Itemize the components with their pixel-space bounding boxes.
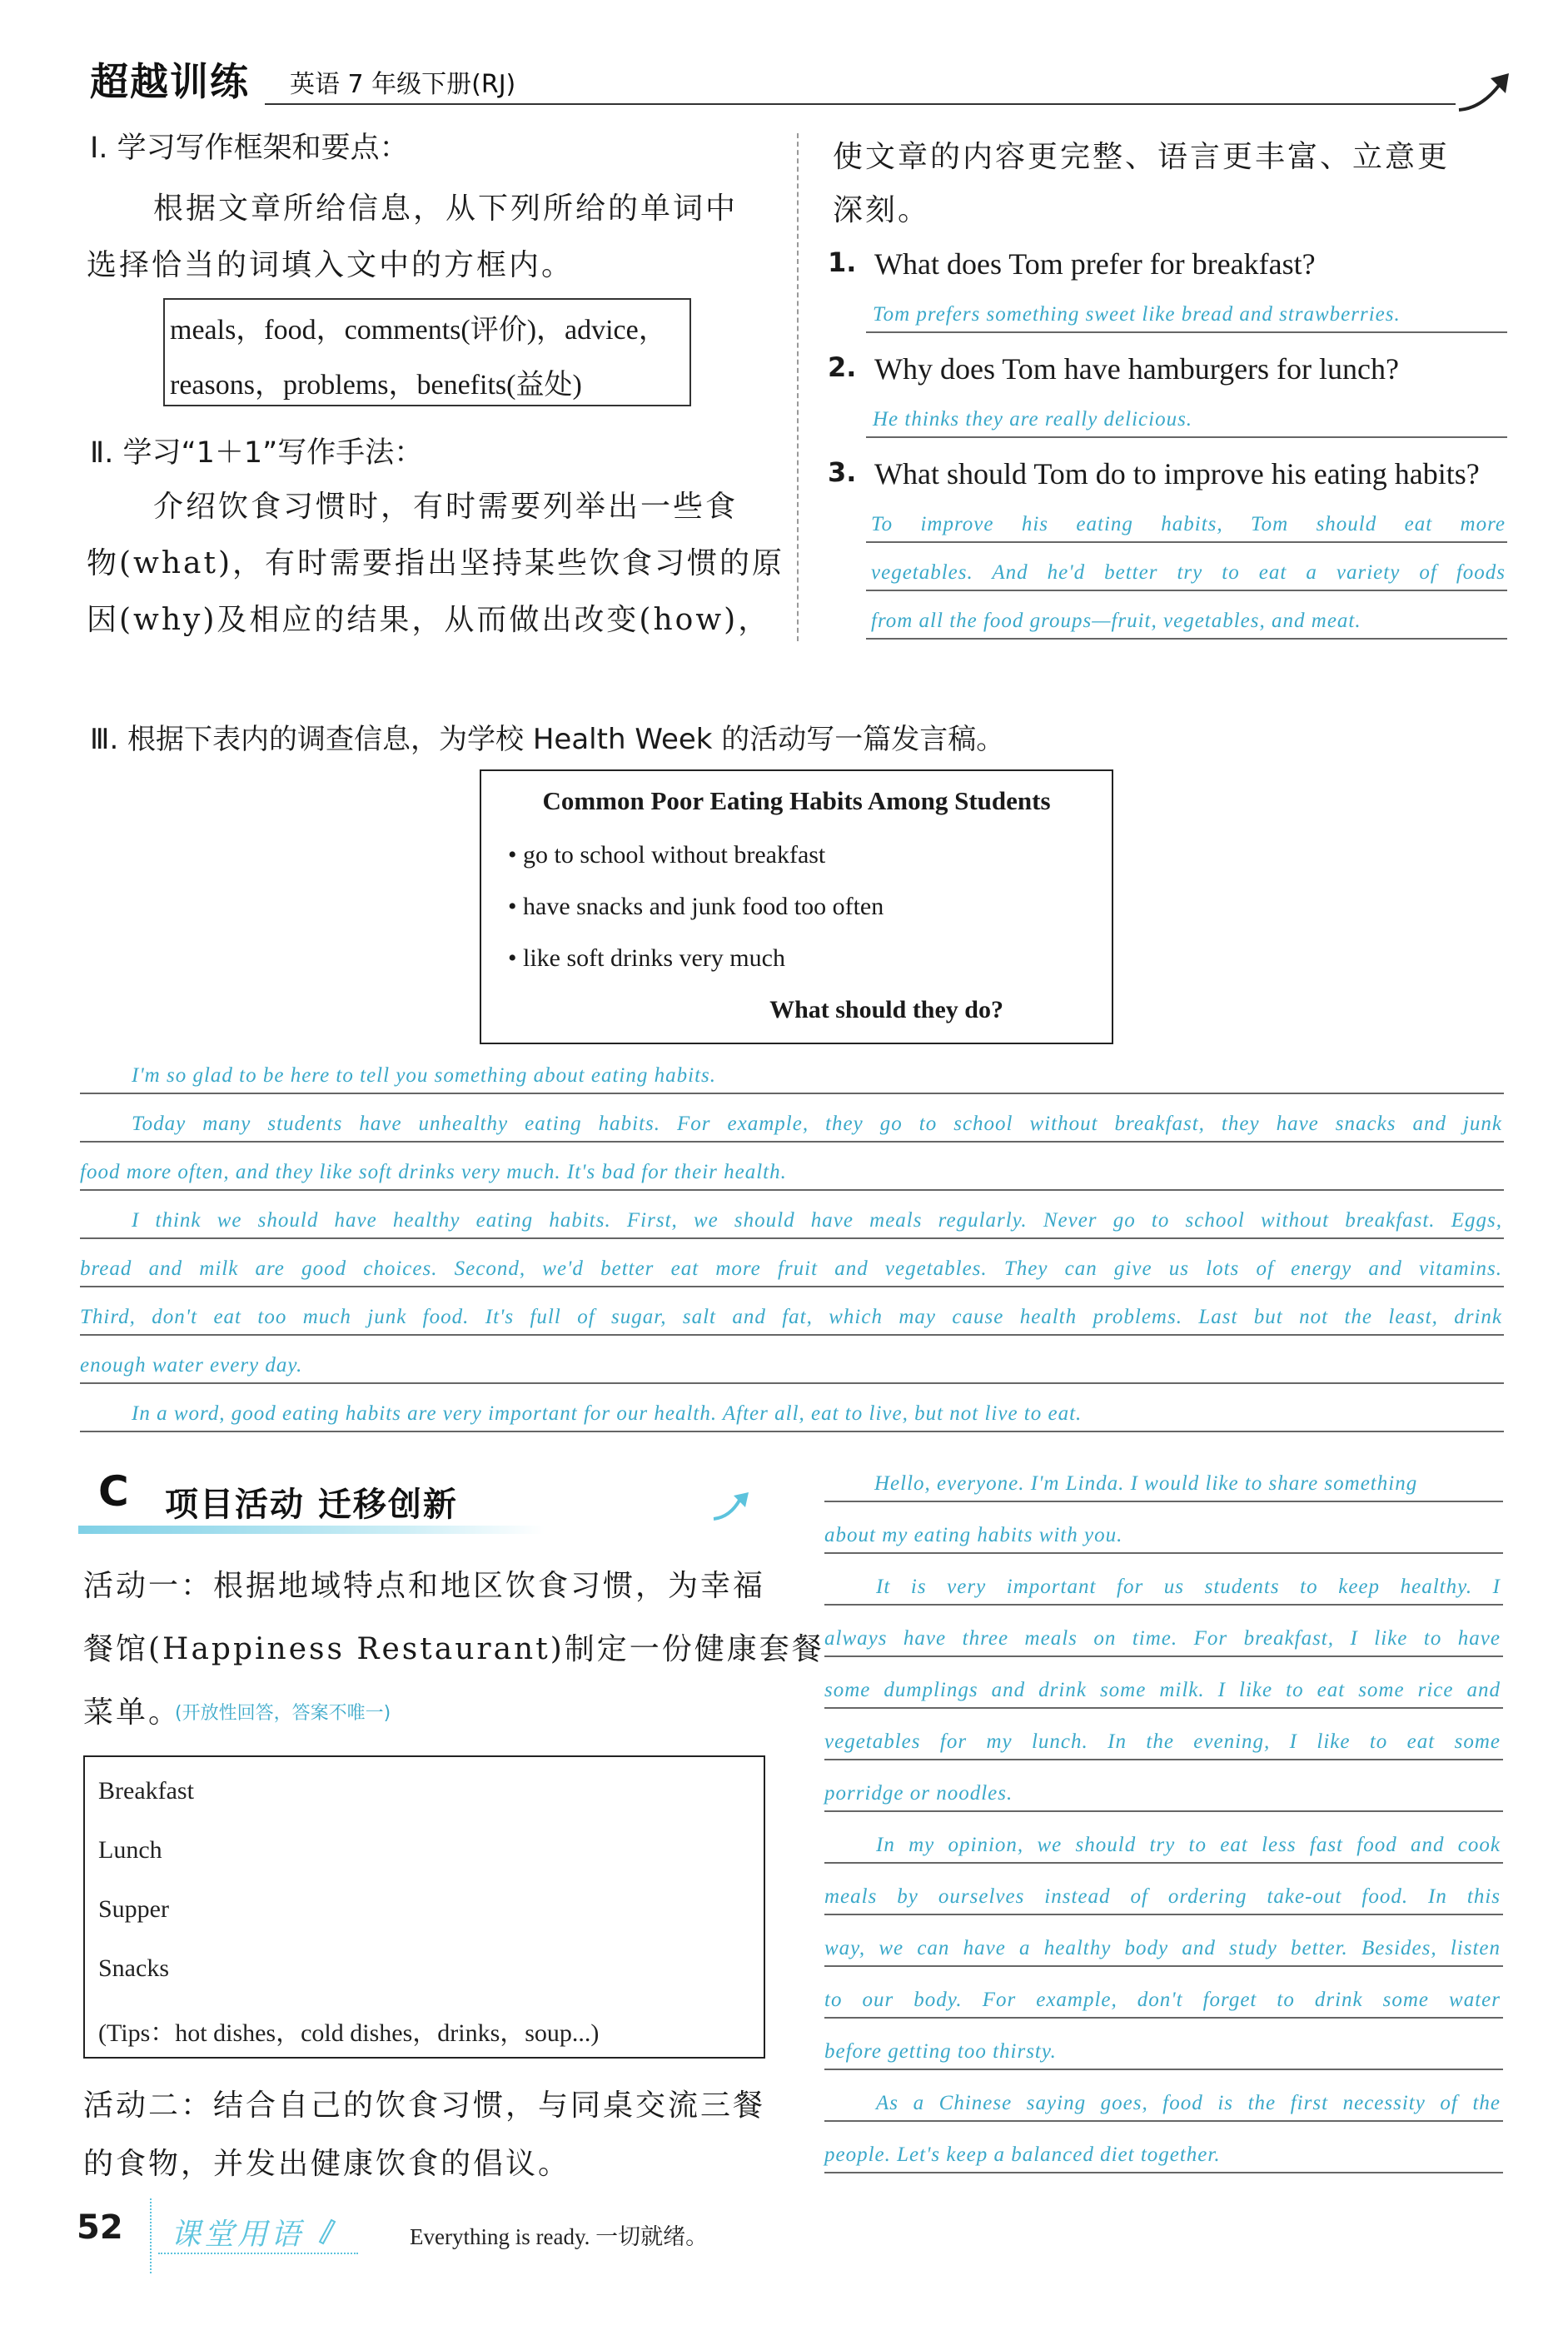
essay-line: I think we should have healthy eating habits. First, we should have meals regularly. Never go to school without breakfast. Eggs, xyxy=(132,1209,1502,1232)
activity-answer-rule xyxy=(824,1914,1503,1915)
essay-rule xyxy=(80,1334,1504,1336)
section2-line: 使文章的内容更完整、语言更丰富、立意更 xyxy=(833,140,1451,174)
essay-line: Third, don't eat too much junk food. It's full of sugar, salt and fat, which may cause health problems. Last but not the least, drink xyxy=(80,1306,1502,1328)
answer-line: vegetables. And he'd better try to eat a variety of foods xyxy=(871,561,1506,584)
question-text: Why does Tom have hamburgers for lunch? xyxy=(874,352,1399,386)
activity2-line: 的食物，并发出健康饮食的倡议。 xyxy=(83,2147,571,2181)
survey-title: Common Poor Eating Habits Among Students xyxy=(542,786,1051,815)
activity-answer-rule xyxy=(824,1862,1503,1864)
section1-instruction-2: 选择恰当的词填入文中的方框内。 xyxy=(87,248,575,282)
essay-rule xyxy=(80,1141,1504,1143)
activity-answer-line: about my eating habits with you. xyxy=(824,1524,1123,1546)
footer-label: 课堂用语 xyxy=(171,2218,305,2252)
section2-line: 因(why)及相应的结果，从而做出改变(how)， xyxy=(87,603,771,637)
activity-answer-line: meals by ourselves instead of ordering take-out food. In this xyxy=(824,1885,1501,1908)
activity-answer-line: always have three meals on time. For breakfast, I like to have xyxy=(824,1627,1501,1650)
activity-answer-rule xyxy=(824,2172,1503,2173)
activity-answer-rule xyxy=(824,1552,1503,1554)
menu-item: Lunch xyxy=(98,1836,162,1864)
essay-line: Today many students have unhealthy eating habits. For example, they go to school without breakfast, they have snacks and junk xyxy=(132,1113,1502,1135)
pencil-icon xyxy=(315,2215,338,2245)
activity-answer-line: before getting too thirsty. xyxy=(824,2040,1057,2063)
menu-box xyxy=(83,1755,765,2059)
activity1-line: 餐馆(Happiness Restaurant)制定一份健康套餐 xyxy=(83,1632,824,1666)
activity-answer-rule xyxy=(824,1810,1503,1812)
book-brand: 超越训练 xyxy=(90,59,250,104)
essay-line: bread and milk are good choices. Second, we'd better eat more fruit and vegetables. They can give us lots of energy and vitamins. xyxy=(80,1257,1502,1280)
section-c-title-bar xyxy=(78,1526,545,1534)
section-c-arrow-icon xyxy=(712,1491,752,1522)
activity-answer-line: people. Let's keep a balanced diet together. xyxy=(824,2143,1221,2166)
answer-line: To improve his eating habits, Tom should eat more xyxy=(871,513,1506,535)
activity-answer-rule xyxy=(824,1501,1503,1502)
menu-tips: (Tips：hot dishes，cold dishes，drinks，soup...) xyxy=(98,2019,600,2047)
essay-line: enough water every day. xyxy=(80,1354,303,1377)
activity-answer-line: In my opinion, we should try to eat less fast food and cook xyxy=(876,1834,1501,1856)
activity-answer-rule xyxy=(824,1655,1503,1657)
activity1-note: (开放性回答，答案不唯一) xyxy=(175,1703,391,1724)
essay-rule xyxy=(80,1286,1504,1287)
activity-answer-line: way, we can have a healthy body and study better. Besides, listen xyxy=(824,1937,1501,1959)
book-subtitle: 英语 7 年级下册(RJ) xyxy=(290,70,516,99)
activity-answer-line: As a Chinese saying goes, food is the first necessity of the xyxy=(876,2092,1501,2114)
word-bank-line-1: meals，food，comments(评价)，advice， xyxy=(170,315,667,346)
section-c-title: 项目活动 迁移创新 xyxy=(165,1486,458,1524)
activity-answer-line: vegetables for my lunch. In the evening, I like to eat some xyxy=(824,1730,1501,1753)
essay-line: In a word, good eating habits are very important for our health. After all, eat to live, but not live to eat. xyxy=(132,1402,1083,1425)
section1-heading: Ⅰ. 学习写作框架和要点： xyxy=(90,132,409,165)
activity-answer-line: Hello, everyone. I'm Linda. I would like to share something xyxy=(874,1472,1418,1495)
answer-line: from all the food groups—fruit, vegetables, and meat. xyxy=(871,610,1361,632)
section2-line: 介绍饮食习惯时，有时需要列举出一些食 xyxy=(153,490,739,524)
answer-rule xyxy=(866,331,1507,333)
page-number: 52 xyxy=(77,2208,123,2247)
activity-answer-line: porridge or noodles. xyxy=(824,1782,1013,1805)
question-text: What does Tom prefer for breakfast? xyxy=(874,247,1316,281)
activity-answer-rule xyxy=(824,2069,1503,2070)
activity1-line: 菜单。 xyxy=(83,1695,182,1730)
activity-answer-line: to our body. For example, don't forget to drink some water xyxy=(824,1989,1501,2011)
essay-line: food more often, and they like soft drinks very much. It's bad for their health. xyxy=(80,1161,787,1183)
word-bank-box xyxy=(163,298,691,406)
header-rule xyxy=(265,103,1456,105)
activity2-line: 活动二：结合自己的饮食习惯，与同桌交流三餐 xyxy=(83,2089,766,2123)
answer-rule xyxy=(866,638,1507,640)
section1-instruction-1: 根据文章所给信息，从下列所给的单词中 xyxy=(153,192,739,226)
activity-answer-rule xyxy=(824,2120,1503,2122)
activity-answer-rule xyxy=(824,1707,1503,1709)
survey-box xyxy=(480,769,1113,1044)
footer-dotted-rule xyxy=(158,2253,358,2254)
footer-divider xyxy=(150,2198,152,2273)
word-bank-line-2: reasons，problems，benefits(益处) xyxy=(170,370,582,401)
column-divider xyxy=(797,133,799,641)
section-c-letter: C xyxy=(98,1467,129,1516)
question-number: 1. xyxy=(828,246,857,278)
answer-line: Tom prefers something sweet like bread and strawberries. xyxy=(873,303,1401,326)
section2-line: 物(what)，有时需要指出坚持某些饮食习惯的原 xyxy=(87,546,785,580)
activity-answer-rule xyxy=(824,2017,1503,2019)
essay-rule xyxy=(80,1431,1504,1432)
question-number: 3. xyxy=(828,456,857,488)
section2-heading: Ⅱ. 学习“1＋1”写作手法： xyxy=(90,436,424,470)
footer-phrase: Everything is ready. 一切就绪。 xyxy=(410,2224,709,2249)
header-arrow-icon xyxy=(1457,70,1516,113)
menu-item: Snacks xyxy=(98,1954,169,1982)
essay-rule xyxy=(80,1237,1504,1239)
answer-line: He thinks they are really delicious. xyxy=(873,408,1193,431)
answer-rule xyxy=(866,436,1507,438)
menu-item: Breakfast xyxy=(98,1777,194,1805)
question-text: What should Tom do to improve his eating habits? xyxy=(874,457,1480,490)
activity1-line: 活动一：根据地域特点和地区饮食习惯，为幸福 xyxy=(83,1569,766,1603)
survey-bullet: • like soft drinks very much xyxy=(508,944,785,972)
essay-rule xyxy=(80,1189,1504,1191)
menu-item: Supper xyxy=(98,1895,169,1923)
answer-rule xyxy=(866,590,1507,591)
answer-rule xyxy=(866,541,1507,543)
activity-answer-rule xyxy=(824,1965,1503,1967)
activity-answer-rule xyxy=(824,1604,1503,1606)
section2-line: 深刻。 xyxy=(833,193,931,227)
activity-answer-rule xyxy=(824,1759,1503,1760)
activity-answer-line: It is very important for us students to keep healthy. I xyxy=(876,1576,1501,1598)
survey-bullet: • go to school without breakfast xyxy=(508,841,826,869)
activity-answer-line: some dumplings and drink some milk. I like to eat some rice and xyxy=(824,1679,1501,1701)
essay-rule xyxy=(80,1093,1504,1094)
essay-line: I'm so glad to be here to tell you something about eating habits. xyxy=(132,1064,716,1087)
essay-rule xyxy=(80,1382,1504,1384)
survey-question: What should they do? xyxy=(769,996,1003,1023)
question-number: 2. xyxy=(828,351,857,383)
section3-heading: Ⅲ. 根据下表内的调查信息，为学校 Health Week 的活动写一篇发言稿。 xyxy=(90,723,1005,756)
survey-bullet: • have snacks and junk food too often xyxy=(508,893,884,920)
